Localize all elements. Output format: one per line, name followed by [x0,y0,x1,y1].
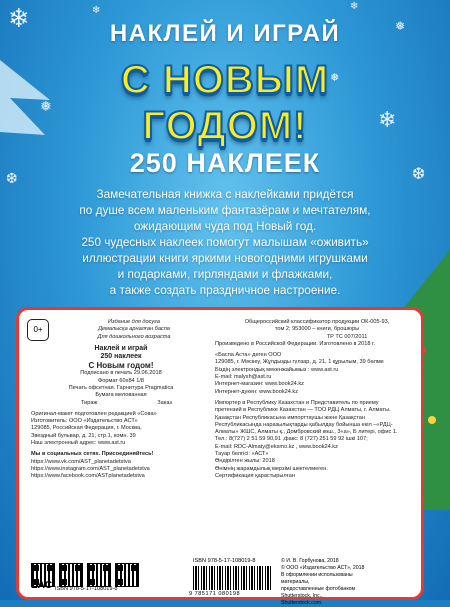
social-heading: Мы в социальных сетях. Присоединяйтесь! [31,451,154,458]
qr-code-icon [115,563,139,587]
sticker-count: 250 НАКЛЕЕК [129,148,321,178]
description-line: иллюстрации книги яркими новогодними игрушками [82,251,368,265]
imprint-text: Звездный бульвар, д. 21, стр.1, комн. 39 [31,432,136,439]
description-line: Замечательная книжка с наклейками придётся [96,187,354,201]
imprint-left-column [31,319,211,481]
imprint-text: Интернет-магазин: www.book24.kz [215,381,304,388]
social-link[interactable]: https://www.instagram.com/AST_planetadetstva [31,465,150,472]
imprint-text: Наш электронный адрес: www.ast.ru [31,440,126,447]
imprint-text: E-mail: malysh@ast.ru [215,374,272,381]
imprint-text: Демалысқа арналған баспа [98,326,170,333]
imprint-text: «Баспа Аста» деген ООО [215,352,282,359]
imprint-text: Общероссийский классификатор продукции ОК-005-93, [244,319,390,325]
book-series: Наклей и играй [94,344,148,352]
snowflake-icon: ❅ [395,19,406,33]
imprint-text: Подписано в печать 29.06.2018 [80,370,162,377]
print-run-label: Тираж [81,399,98,406]
imprint-text: Алматы» ЖШС, Алматы қ., Домбровский көш., 3«а», Б литері, офис 1. [215,429,398,436]
imprint-text: претензий в Республике Казахстан — ТОО РДЦ Алматы, г. Алматы. [215,407,391,414]
snowflake-icon: ❄ [350,1,359,12]
copyright-text: Shutterstock.com. [281,600,323,606]
imprint-text: Формат 60х84 1/8 [98,377,144,384]
description-line: ожидающим чуда под Новый год. [133,219,317,233]
snowflake-icon: ❄ [8,4,30,34]
qr-code-icon [87,563,111,587]
imprint-text: том 2; 953000 – книги, брошюры [274,326,360,333]
isbn-right: ISBN 978-5-17-108019-8 [193,558,256,564]
order-label: Заказ [157,399,172,406]
imprint-text: Печать офсетная. Гарнитура Pragmatica [68,384,174,391]
social-link[interactable]: https://www.vk.com/AST_planetadetstva [31,458,131,465]
imprint-text: Өнімнің жарамдылық мерзімі шектелмеген. [215,465,328,472]
book-title-line1: С НОВЫМ [120,58,330,102]
book-name: С Новым годом! [88,360,154,370]
imprint-text [31,400,211,407]
snowflake-icon: ❅ [40,99,52,115]
barcode-number: 9 785171 080198 [189,591,241,597]
book-title-line2: ГОДОМ! [142,104,308,148]
social-link[interactable]: https://www.facebook.com/ASTplanetadetstva [31,473,145,480]
snowflake-icon: ❅ [330,71,340,84]
imprint-right-column [215,319,419,480]
barcode-icon [193,566,273,590]
description-line: 250 чудесных наклеек помогут малышам «оживить» [81,235,369,249]
snowflake-icon: ❆ [6,171,18,187]
imprint-text: Сертификация қарастырылған [215,472,295,479]
snowflake-icon: ❄ [378,108,397,133]
description-line: а также создать праздничное настроение. [109,283,341,297]
series-title: НАКЛЕЙ И ИГРАЙ [109,20,341,47]
imprint-text: Для дошкольного возраста [97,333,171,340]
imprint-text: Өндірілген жылы: 2018 [215,458,275,465]
imprint-text: Қазақстан Республикасына импорттаушы және Қазақстан [215,414,365,421]
book-subtitle: 250 наклеек [100,353,142,361]
imprint-text: Импортер в Республику Казахстан и Представитель по приему [215,399,379,406]
imprint-text: ТР ТС 007/2011 [326,333,368,340]
imprint-text: Изготовитель: ООО «Издательство АСТ» [31,418,138,425]
qr-code-icon [59,563,83,587]
eac-mark-icon: EAC [31,580,53,591]
copyright-text: предоставленные фотобанком Shutterstock, Inc., [281,586,356,599]
imprint-text: Тел.: 8(727) 2 51 59 90,91 ,факс: 8 (727) 251 59 92 ішкі 107; [215,436,368,443]
imprint-text: Бумага мелованная [95,392,147,399]
copyright-text: © И. В. Горбунова, 2018 [281,558,339,564]
imprint-text: E-mail: RDC-Almaty@eksmo.kz , www.book24.kz [215,443,338,450]
age-rating-badge: 0+ [27,319,49,341]
copyright-text: В оформлении использованы материалы, [281,572,353,585]
book-info [31,345,211,371]
imprint-text: Интернет-дүкен: www.book24.kz [215,388,299,395]
imprint-text: Издание для досуга [108,319,160,325]
imprint-text: Произведено в Российской Федерации. Изготовлено в 2018 г. [215,340,375,347]
snowflake-icon: ❄ [92,5,101,16]
description-line: и подарками, гирляндами и флажками, [117,267,333,281]
imprint-text: 129085, Российская Федерация, г. Москва, [31,425,142,432]
imprint-text: Тауар белгісі: «АСТ» [215,451,269,458]
imprint-text: 129085, г. Мәскеу, Жұлдызды гүлзар, д. 21, 1 құрылым, 39 бөлме [215,359,384,366]
imprint-panel [16,307,424,606]
imprint-text: Республикасында наразылықтарды қабылдау бойынша екіл –«РДЦ- [215,421,393,428]
imprint-text: Оригинал-макет подготовлен редакцией «Сова» [31,410,157,417]
snowflake-icon: ❆ [412,164,426,183]
copyright-text: © ООО «Издательство АСТ», 2018 [281,565,365,571]
imprint-text: Біздің электрондық мекенжайымыз : www.ast.ru [215,366,339,373]
isbn-left: ISBN 978-5-17-108019-8 [55,586,118,592]
book-description [18,186,432,298]
description-line: по душе всем маленьким фантазёрам и мечтателям, [79,203,371,217]
